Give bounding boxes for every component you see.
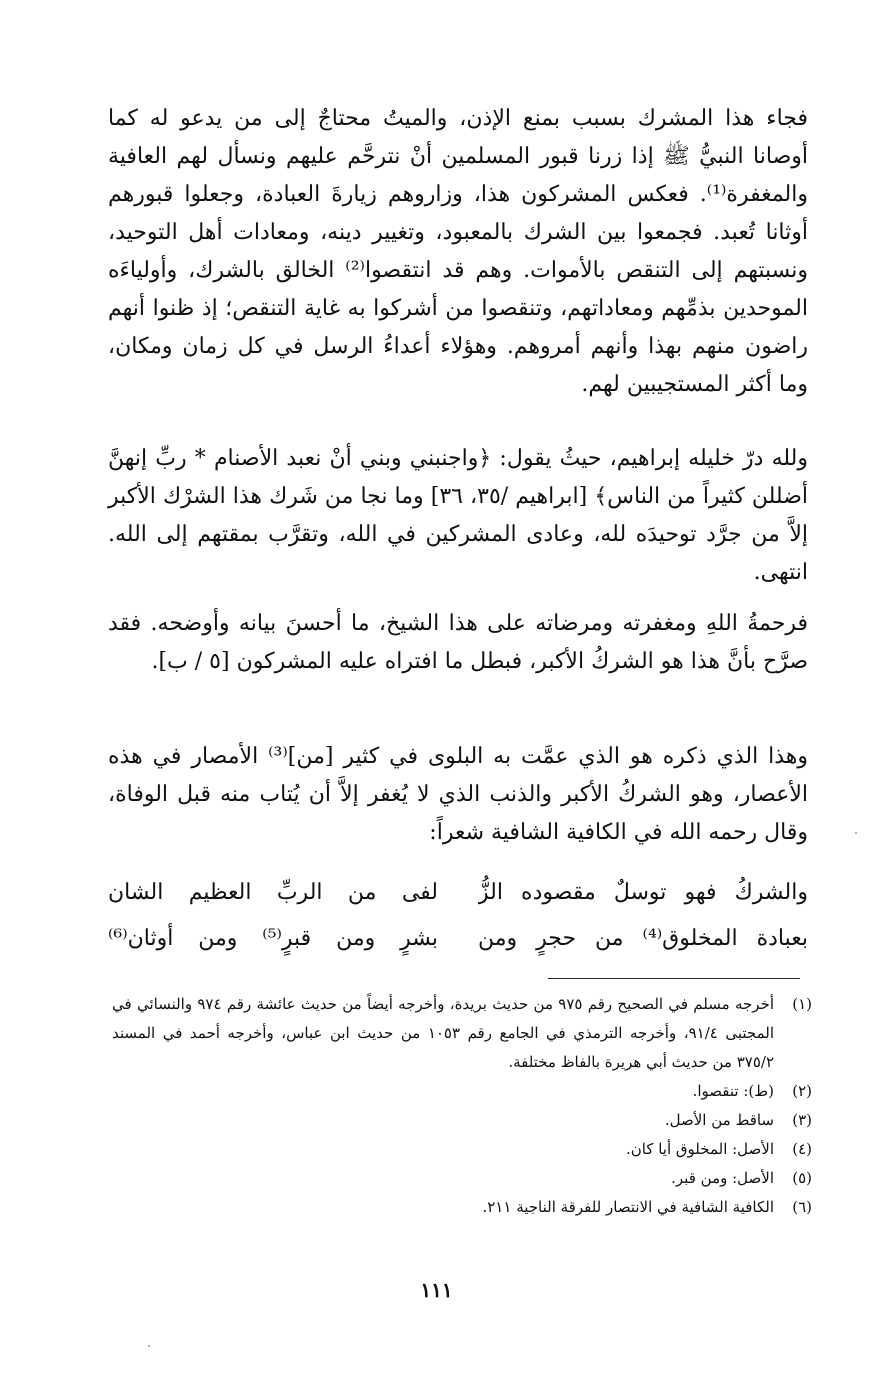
footnote-4 (112, 1135, 812, 1164)
poem-line-2-first-hemistich: بعبادة المخلوق⁽⁴⁾ من حجرٍ ومن (478, 926, 808, 951)
footnote-4-text: الأصل: المخلوق أيا كان. (625, 1140, 774, 1158)
footnote-5-number: (٥) (792, 1169, 812, 1187)
footnote-6 (112, 1193, 812, 1222)
footnote-6-number: (٦) (792, 1198, 812, 1216)
poem-line-1 (108, 870, 808, 916)
poem-line-2 (108, 916, 808, 962)
poem-line-1-first-hemistich: والشركُ فهو توسلٌ مقصوده الزُّ (478, 880, 808, 905)
body-paragraph-1: فجاء هذا المشرك بسبب بمنع الإذن، والميتُ محتاجٌ إلى من يدعو له كما أوصانا النبيُّ ﷺ إذا زرنا قبور المسلمين أنْ نترحَّم عليهم ونسأل لهم العافية والمغفرة⁽¹⁾. فعكس المشركون هذا، وزاروهم زيارةَ العبادة، وجعلوا قبورهم أوثانا تُعبد. فجمعوا بين الشرك بالمعبود، وتغيير دينه، ومعادات أهل التوحيد، ونسبتهم إلى التنقص بالأموات. وهم قد انتقصوا⁽²⁾ الخالق بالشرك، وأولياءَه الموحدين بذمِّهم ومعاداتهم، وتنقصوا من أشركوا به غاية التنقص؛ إذ ظنوا أنهم راضون منهم بهذا وأنهم أمروهم. وهؤلاء أعداءُ الرسل في كل زمان ومكان، وما أكثر المستجيبين لهم. (108, 106, 808, 397)
footnote-5-text: الأصل: ومن قبر. (671, 1169, 774, 1187)
scan-speck (855, 832, 857, 834)
footnote-3 (112, 1106, 812, 1135)
footnote-2 (112, 1077, 812, 1106)
footnote-3-text: ساقط من الأصل. (664, 1111, 774, 1129)
footnote-5 (112, 1164, 812, 1193)
footnote-1 (112, 990, 812, 1077)
poem (108, 870, 808, 962)
scan-speck (148, 1345, 150, 1347)
footnote-3-number: (٣) (792, 1111, 812, 1129)
footnote-2-text: (ط): تنقصوا. (692, 1082, 774, 1100)
body-paragraph-2: ولله درّ خليله إبراهيم، حيثُ يقول: ﴿واجنبني وبني أنْ نعبد الأصنام * ربِّ إنهنَّ أضللن كثيراً من الناس﴾ [ابراهيم /٣٥، ٣٦] وما نجا من شَرك هذا الشرْك الأكبر إلاَّ من جرَّد توحيدَه لله، وعادى المشركين في الله، وتقرَّب بمقتهم إلى الله. انتهى. (108, 446, 809, 585)
body-paragraph-3: فرحمةُ اللهِ ومغفرته ومرضاته على هذا الشيخ، ما أحسنَ بيانه وأوضحه. فقد صرَّح بأنَّ هذا هو الشركُ الأكبر، فبطل ما افتراه عليه المشركون [٥ / ب]. (108, 611, 808, 674)
footnote-1-number: (١) (792, 995, 812, 1013)
footnote-4-number: (٤) (792, 1140, 812, 1158)
footnote-separator (548, 978, 800, 979)
body-paragraph-4: وهذا الذي ذكره هو الذي عمَّت به البلوى في كثير [من]⁽³⁾ الأمصار في هذه الأعصار، وهو الشركُ الأكبر والذنب الذي لا يُغفر إلاَّ أن يُتاب منه قبل الوفاة، وقال رحمه الله في الكافية الشافية شعراً: (108, 744, 808, 845)
footnote-2-number: (٢) (792, 1082, 812, 1100)
footnote-6-text: الكافية الشافية في الانتصار للفرقة الناجية ٢١١. (482, 1198, 774, 1216)
poem-line-1-second-hemistich: لفى من الربِّ العظيم الشان (108, 880, 438, 905)
page-number: ١١١ (420, 1278, 453, 1302)
footnote-1-text: أخرجه مسلم في الصحيح رقم ٩٧٥ من حديث بريدة، وأخرجه أيضاً من حديث عائشة رقم ٩٧٤ والنسائي في المجتبى ٩١/٤، وأخرجه الترمذي في الجامع رقم ١٠٥٣ من حديث ابن عباس، وأخرجه أحمد في المسند ٣٧٥/٢ من حديث أبي هريرة بالفاظ مختلفة. (112, 995, 775, 1071)
poem-line-2-second-hemistich: بشرٍ ومن قبرٍ⁽⁵⁾ ومن أوثان⁽⁶⁾ (108, 926, 438, 951)
footnotes (112, 990, 812, 1222)
